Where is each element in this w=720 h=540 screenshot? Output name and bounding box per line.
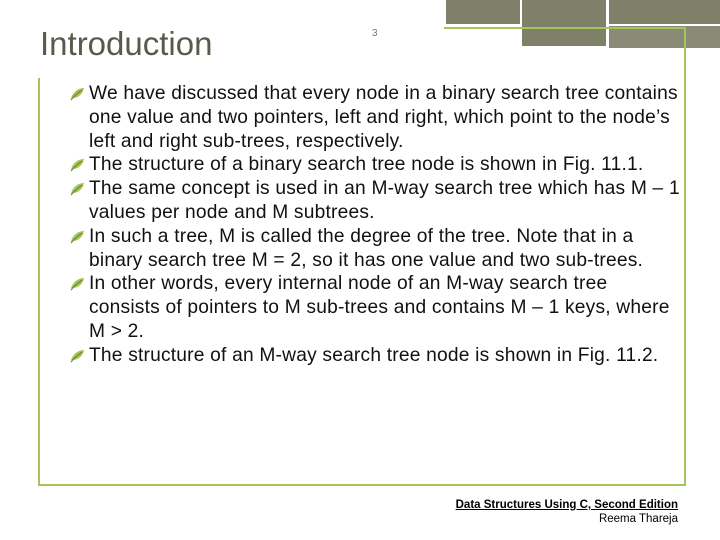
bullet-item: [70, 153, 680, 177]
footer-author: Reema Thareja: [598, 513, 678, 525]
leaf-bullet-icon: [70, 87, 85, 101]
decorative-block: [522, 0, 606, 46]
bullet-item: [70, 344, 680, 368]
bullet-text: The structure of a binary search tree node is shown in Fig. 11.1.: [89, 154, 644, 176]
bullet-text: The structure of an M-way search tree node is shown in Fig. 11.2.: [89, 344, 659, 366]
slide-title: Introduction: [40, 25, 213, 62]
bullet-text: The same concept is used in an M-way search tree which has M – 1 values per node and M subtrees.: [89, 178, 680, 223]
bullet-item: [70, 225, 680, 273]
leaf-bullet-icon: [70, 277, 85, 291]
decorative-block: [609, 0, 720, 24]
bullet-item: [70, 177, 680, 225]
bullet-item: [70, 272, 680, 343]
frame-top-edge: [444, 27, 686, 29]
bullet-text: In such a tree, M is called the degree of the tree. Note that in a binary search tree M = 2, so it has one value and two sub-trees.: [89, 225, 644, 271]
leaf-bullet-icon: [70, 230, 85, 244]
footer: [444, 498, 678, 526]
bullet-item: [70, 82, 680, 153]
bullet-text: In other words, every internal node of an M-way search tree consists of pointers to M sub-trees and contains M – 1 keys, where M > 2.: [89, 273, 670, 342]
leaf-bullet-icon: [70, 182, 85, 196]
slide-number: 3: [372, 28, 378, 39]
frame-spacer: [364, 56, 444, 58]
bullet-text: We have discussed that every node in a binary search tree contains one value and two pointers, left and right, which point to the node’s left and right sub-trees, respectively.: [89, 83, 678, 152]
leaf-bullet-icon: [70, 349, 85, 363]
leaf-bullet-icon: [70, 158, 85, 172]
decorative-block: [609, 26, 720, 48]
decorative-block: [446, 0, 520, 24]
bullet-list: [70, 82, 680, 368]
footer-book-title: Data Structures Using C, Second Edition: [455, 499, 678, 511]
